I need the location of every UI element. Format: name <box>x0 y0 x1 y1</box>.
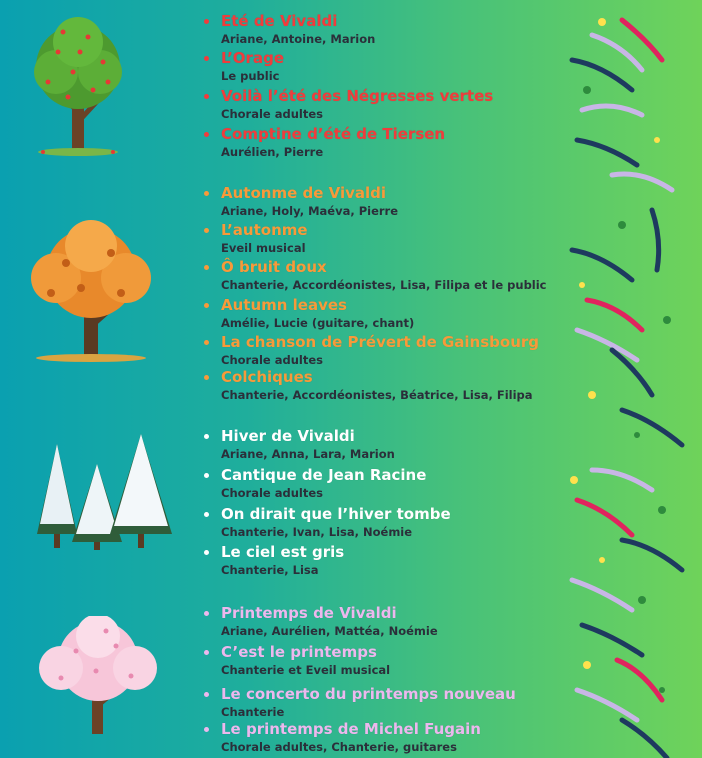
list-item <box>204 505 584 540</box>
list-item <box>204 49 584 84</box>
list-item <box>204 543 584 578</box>
song-title-text: Voilà l’été des Négresses vertes <box>221 87 494 105</box>
performers: Le public <box>221 69 280 83</box>
bullet-icon <box>204 550 209 555</box>
song-title <box>204 505 584 524</box>
bullet-icon <box>204 94 209 99</box>
song-title <box>204 221 584 240</box>
song-title-text: Eté de Vivaldi <box>221 12 338 30</box>
song-title-text: Printemps de Vivaldi <box>221 604 397 622</box>
list-item <box>204 368 584 403</box>
performers: Chorale adultes <box>221 353 323 367</box>
list-item <box>204 720 584 755</box>
song-title <box>204 604 584 623</box>
list-item <box>204 87 584 122</box>
bullet-icon <box>204 611 209 616</box>
song-title-text: La chanson de Prévert de Gainsbourg <box>221 333 540 351</box>
song-title-text: L’autonme <box>221 221 308 239</box>
list-item <box>204 466 584 501</box>
snowy-fir-trees-icon <box>32 434 174 554</box>
song-title <box>204 296 584 315</box>
song-title-text: Colchiques <box>221 368 313 386</box>
song-title <box>204 258 584 277</box>
bullet-icon <box>204 191 209 196</box>
bullet-icon <box>204 692 209 697</box>
performers: Chorale adultes <box>221 107 323 121</box>
song-title-text: Le printemps de Michel Fugain <box>221 720 481 738</box>
song-title-text: Autonme de Vivaldi <box>221 184 387 202</box>
performers: Chorale adultes <box>221 486 323 500</box>
performers: Aurélien, Pierre <box>221 145 324 159</box>
bullet-icon <box>204 375 209 380</box>
blossom-tree-icon <box>36 616 160 738</box>
bullet-icon <box>204 132 209 137</box>
performers: Chorale adultes, Chanterie, guitares <box>221 740 457 754</box>
performers: Chanterie, Ivan, Lisa, Noémie <box>221 525 413 539</box>
list-item <box>204 604 584 639</box>
list-item <box>204 125 584 160</box>
bullet-icon <box>204 228 209 233</box>
performers: Chanterie et Eveil musical <box>221 663 391 677</box>
song-title <box>204 184 584 203</box>
bullet-icon <box>204 19 209 24</box>
song-title <box>204 466 584 485</box>
list-item <box>204 685 584 720</box>
song-title <box>204 12 584 31</box>
song-title-text: Autumn leaves <box>221 296 347 314</box>
performers: Chanterie, Accordéonistes, Lisa, Filipa et le public <box>221 278 547 292</box>
performers: Amélie, Lucie (guitare, chant) <box>221 316 415 330</box>
list-item <box>204 643 584 678</box>
bullet-icon <box>204 727 209 732</box>
song-title-text: Hiver de Vivaldi <box>221 427 355 445</box>
song-title <box>204 685 584 704</box>
song-title-text: Le ciel est gris <box>221 543 345 561</box>
song-title-text: C’est le printemps <box>221 643 377 661</box>
performers: Ariane, Antoine, Marion <box>221 32 376 46</box>
list-item <box>204 427 584 462</box>
performers: Chanterie, Lisa <box>221 563 319 577</box>
bullet-icon <box>204 434 209 439</box>
performers: Ariane, Holy, Maéva, Pierre <box>221 204 399 218</box>
performers: Chanterie, Accordéonistes, Béatrice, Lisa, Filipa <box>221 388 533 402</box>
summer-tree-icon <box>28 12 128 157</box>
bullet-icon <box>204 512 209 517</box>
song-title <box>204 87 584 106</box>
bullet-icon <box>204 473 209 478</box>
performers: Ariane, Aurélien, Mattéa, Noémie <box>221 624 438 638</box>
autumn-tree-icon <box>26 218 156 363</box>
list-item <box>204 333 584 368</box>
song-title-text: Cantique de Jean Racine <box>221 466 427 484</box>
list-item <box>204 184 584 219</box>
bullet-icon <box>204 303 209 308</box>
song-title <box>204 643 584 662</box>
song-title <box>204 427 584 446</box>
bullet-icon <box>204 56 209 61</box>
song-title <box>204 49 584 68</box>
song-title <box>204 333 584 352</box>
performers: Ariane, Anna, Lara, Marion <box>221 447 395 461</box>
performers: Eveil musical <box>221 241 306 255</box>
song-title <box>204 368 584 387</box>
song-title-text: On dirait que l’hiver tombe <box>221 505 451 523</box>
song-title-text: Ô bruit doux <box>221 258 327 276</box>
bullet-icon <box>204 265 209 270</box>
bullet-icon <box>204 340 209 345</box>
list-item <box>204 221 584 256</box>
song-title-text: L’Orage <box>221 49 284 67</box>
performers: Chanterie <box>221 705 285 719</box>
bullet-icon <box>204 650 209 655</box>
song-title-text: Comptine d’été de Tiersen <box>221 125 446 143</box>
song-title <box>204 720 584 739</box>
list-item <box>204 258 584 293</box>
song-title-text: Le concerto du printemps nouveau <box>221 685 516 703</box>
list-item <box>204 12 584 47</box>
song-title <box>204 125 584 144</box>
list-item <box>204 296 584 331</box>
song-title <box>204 543 584 562</box>
